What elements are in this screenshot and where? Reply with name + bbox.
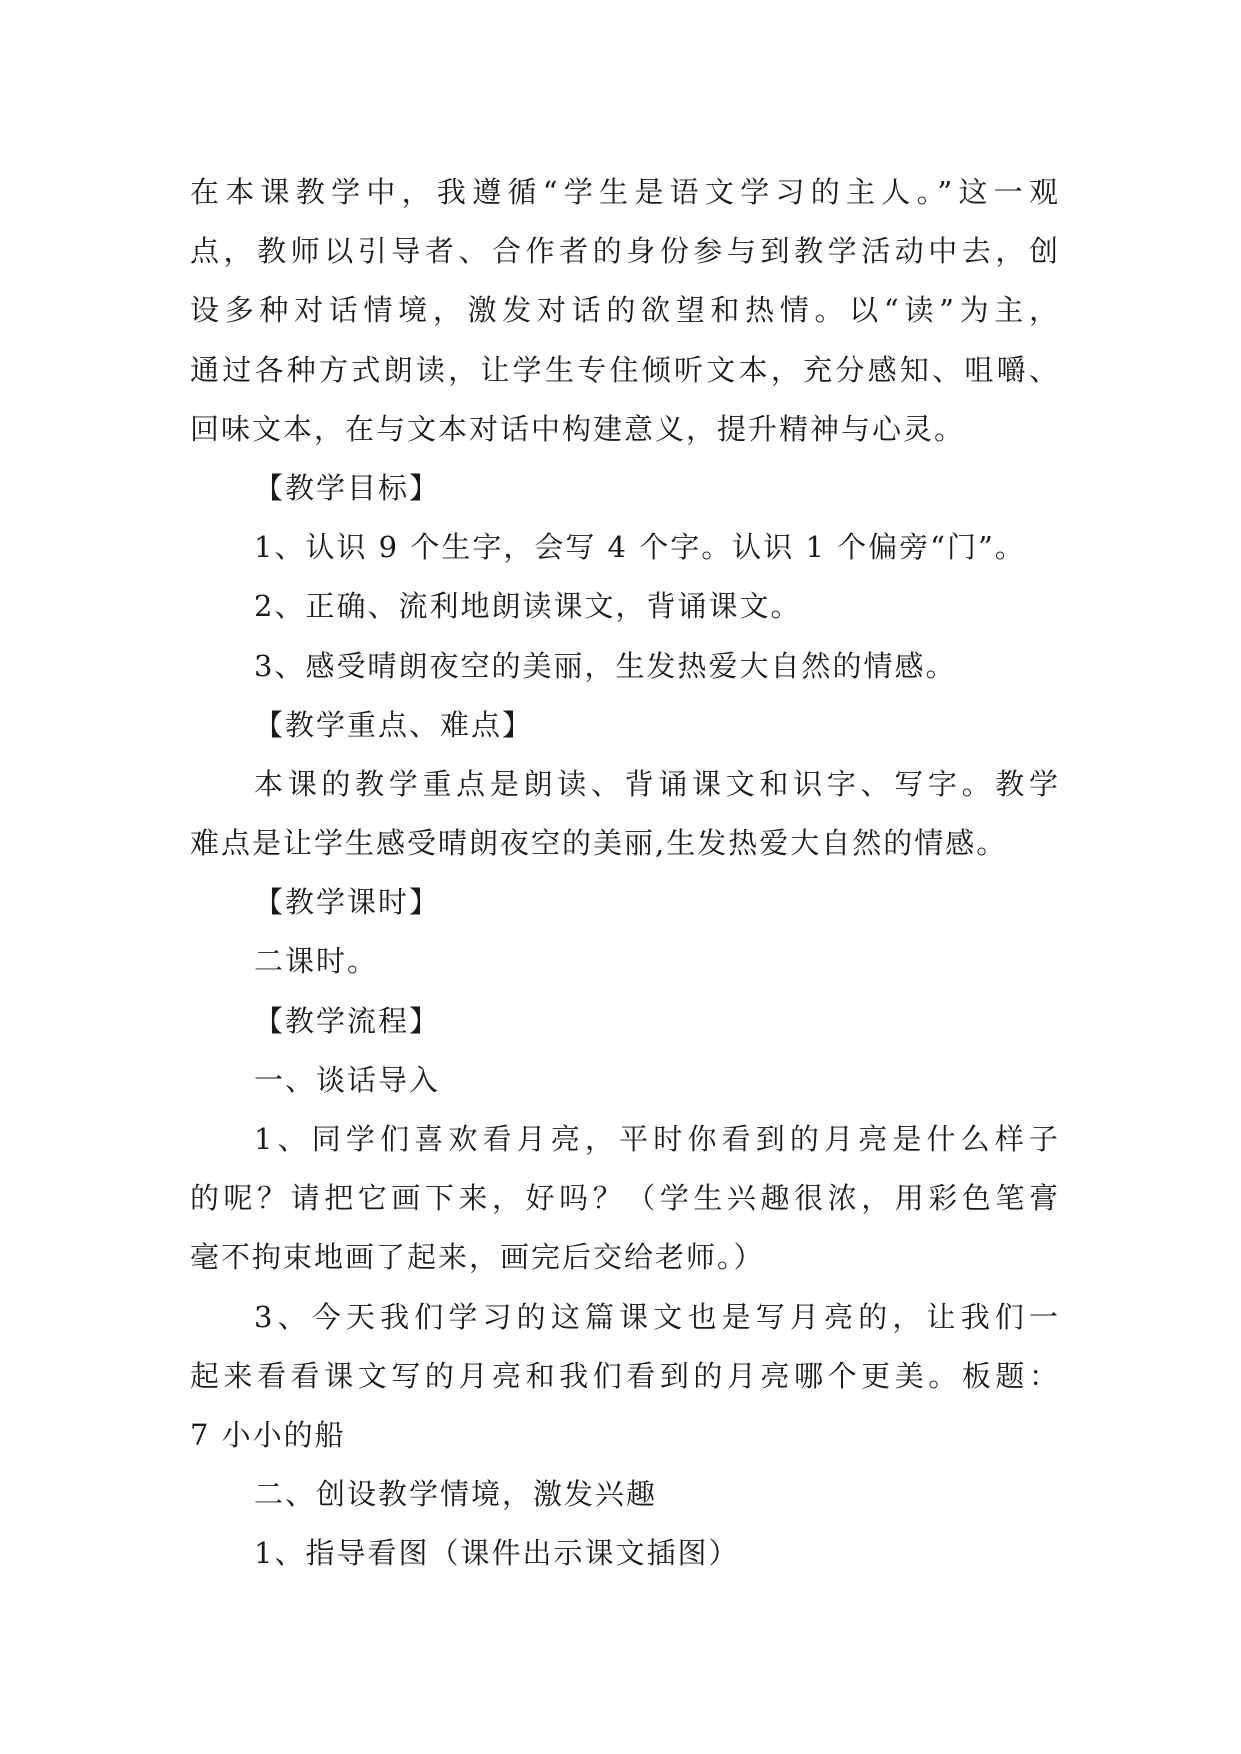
text-line: 1、指导看图（课件出示课文插图） — [254, 1536, 740, 1571]
text-line: 7 小小的船 — [190, 1417, 346, 1452]
text-line: 【教学重点、难点】 — [254, 707, 534, 742]
text-line: 1、同学们喜欢看月亮，平时你看到的月亮是什么样子 — [254, 1122, 1060, 1156]
text-line: 【教学流程】 — [254, 1003, 441, 1038]
text-line: 毫不拘束地画了起来，画完后交给老师。） — [190, 1240, 765, 1275]
text-line: 点，教师以引导者、合作者的身份参与到教学活动中去，创 — [190, 234, 1060, 269]
text-line: 3、感受晴朗夜空的美丽，生发热爱大自然的情感。 — [254, 648, 957, 683]
text-line: 回味文本，在与文本对话中构建意义，提升精神与心灵。 — [190, 411, 966, 446]
text-line: 起来看看课文写的月亮和我们看到的月亮哪个更美。板题： — [190, 1358, 1060, 1393]
document-body — [190, 163, 1060, 1584]
text-line: 二课时。 — [254, 944, 379, 979]
text-line: 通过各种方式朗读，让学生专住倾听文本，充分感知、咀嚼、 — [190, 352, 1060, 387]
text-line: 1、认识 9 个生字，会写 4 个字。认识 1 个偏旁“门”。 — [254, 530, 1026, 565]
text-line: 【教学课时】 — [254, 885, 441, 920]
text-line: 的呢？请把它画下来，好吗？（学生兴趣很浓，用彩色笔膏 — [190, 1181, 1060, 1216]
text-line: 二、创设教学情境，激发兴趣 — [254, 1477, 658, 1512]
text-line: 本课的教学重点是朗读、背诵课文和识字、写字。教学 — [254, 766, 1060, 801]
text-line: 设多种对话情境，激发对话的欲望和热情。以“读”为主， — [190, 293, 1060, 328]
text-line: 难点是让学生感受晴朗夜空的美丽,生发热爱大自然的情感。 — [190, 826, 1008, 861]
text-line: 2、正确、流利地朗读课文，背诵课文。 — [254, 589, 802, 624]
text-line: 一、谈话导入 — [254, 1062, 441, 1097]
text-line: 【教学目标】 — [254, 470, 441, 505]
text-line: 3、今天我们学习的这篇课文也是写月亮的，让我们一 — [254, 1299, 1060, 1334]
text-line: 在本课教学中，我遵循“学生是语文学习的主人。”这一观 — [190, 175, 1060, 209]
